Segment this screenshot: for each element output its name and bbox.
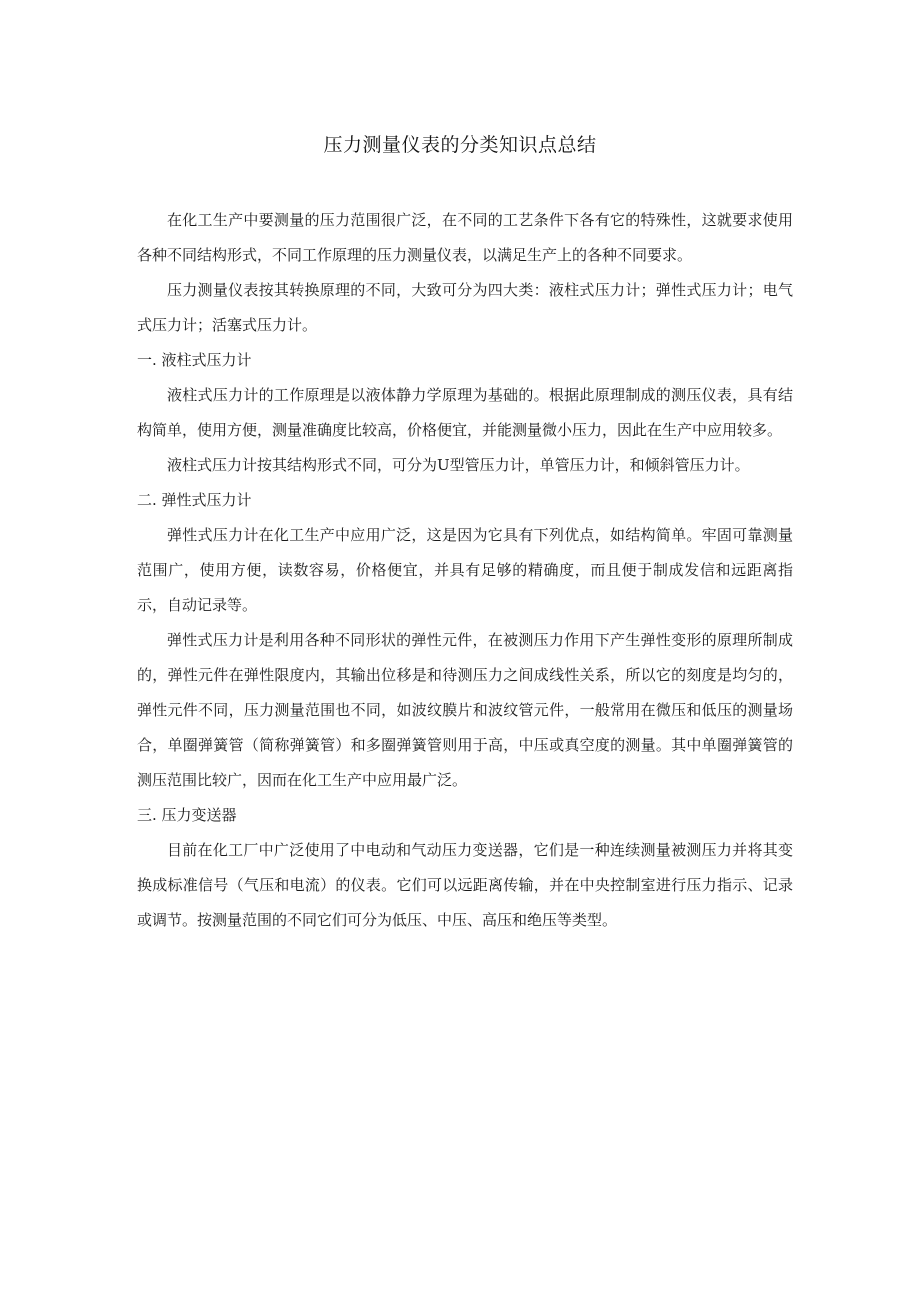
- section-heading-1: 一. 液柱式压力计: [137, 351, 252, 369]
- section-heading-2: 二. 弹性式压力计: [137, 491, 252, 509]
- section-2-paragraph-1: 弹性式压力计在化工生产中应用广泛，这是因为它具有下列优点，如结构简单。牢固可靠测量范围广，使用方便，读数容易，价格便宜，并具有足够的精确度，而且便于制成发信和远距离指示，自动记录等。: [137, 526, 793, 614]
- intro-paragraph-2: 压力测量仪表按其转换原理的不同，大致可分为四大类：液柱式压力计；弹性式压力计；电气式压力计；活塞式压力计。: [137, 281, 793, 334]
- document-title: 压力测量仪表的分类知识点总结: [323, 134, 597, 156]
- section-2-paragraph-2: 弹性式压力计是利用各种不同形状的弹性元件，在被测压力作用下产生弹性变形的原理所制成的，弹性元件在弹性限度内，其输出位移是和待测压力之间成线性关系，所以它的刻度是均匀的，弹性元件不同，压力测量范围也不同，如波纹膜片和波纹管元件，一般常用在微压和低压的测量场合，单圈弹簧管（简称弹簧管）和多圈弹簧管则用于高，中压或真空度的测量。其中单圈弹簧管的测压范围比较广，因而在化工生产中应用最广泛。: [137, 631, 793, 789]
- intro-paragraph-1: 在化工生产中要测量的压力范围很广泛，在不同的工艺条件下各有它的特殊性，这就要求使用各种不同结构形式，不同工作原理的压力测量仪表，以满足生产上的各种不同要求。: [137, 211, 793, 264]
- section-1-paragraph-2: 液柱式压力计按其结构形式不同，可分为U型管压力计，单管压力计，和倾斜管压力计。: [167, 456, 750, 474]
- section-3-paragraph-1: 目前在化工厂中广泛使用了中电动和气动压力变送器，它们是一种连续测量被测压力并将其变换成标准信号（气压和电流）的仪表。它们可以远距离传输，并在中央控制室进行压力指示、记录或调节。按测量范围的不同它们可分为低压、中压、高压和绝压等类型。: [137, 841, 793, 929]
- section-1-paragraph-1: 液柱式压力计的工作原理是以液体静力学原理为基础的。根据此原理制成的测压仪表，具有结构简单，使用方便，测量准确度比较高，价格便宜，并能测量微小压力，因此在生产中应用较多。: [137, 386, 793, 439]
- document-body: [137, 203, 793, 938]
- section-heading-3: 三. 压力变送器: [137, 806, 237, 824]
